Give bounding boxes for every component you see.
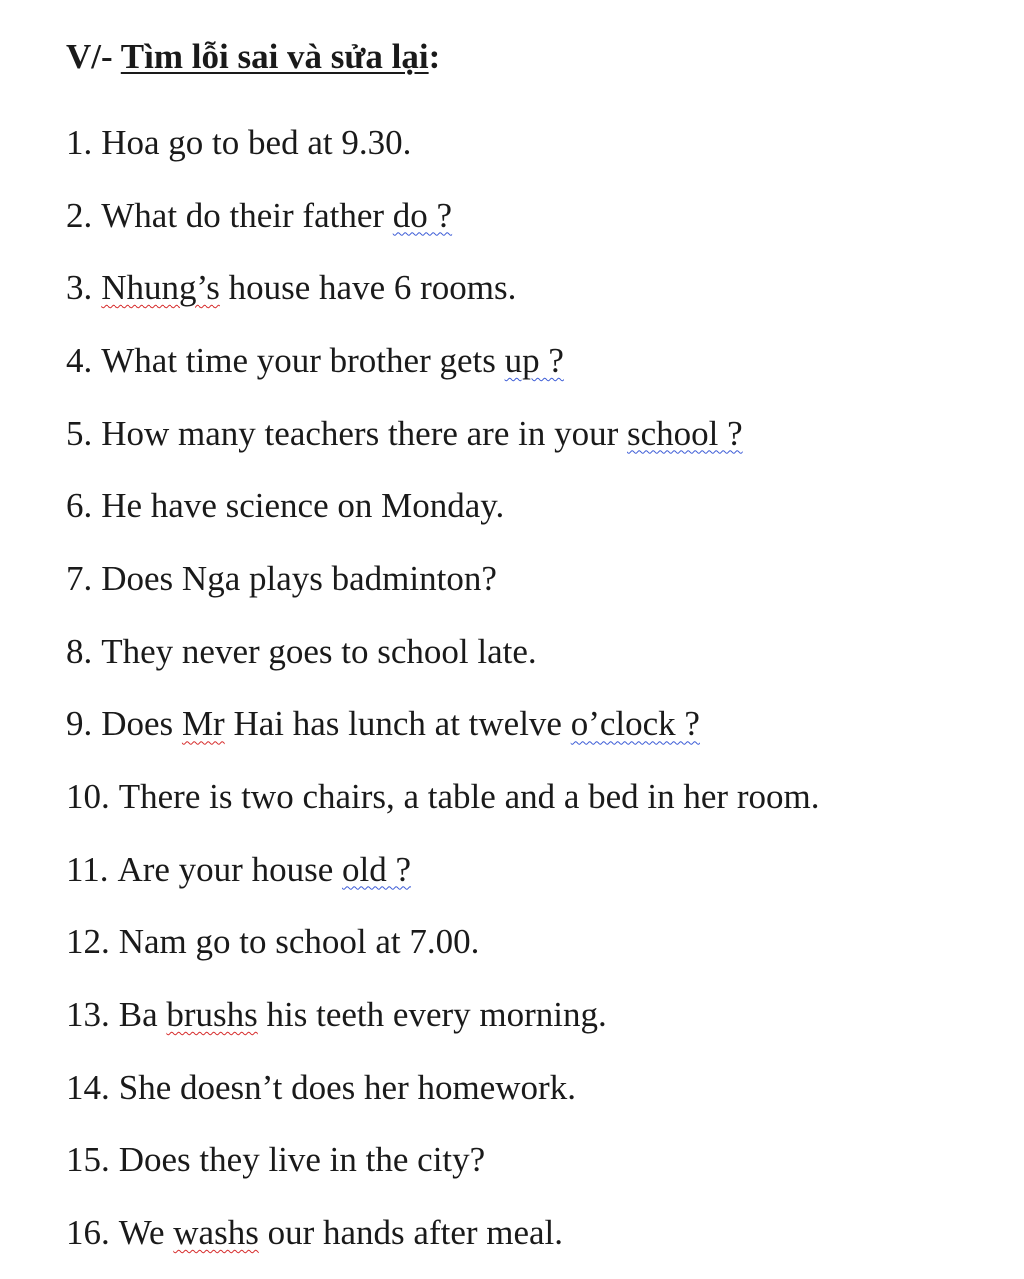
grammar-check-underline: up ? <box>504 340 564 380</box>
sentence-text: How many teachers there are in your <box>101 413 628 453</box>
sentence-text: They never goes to school late. <box>101 631 537 671</box>
exercise-item <box>66 324 819 397</box>
exercise-item <box>66 978 819 1051</box>
item-number: 12. <box>66 922 110 962</box>
grammar-check-underline: old ? <box>341 849 411 889</box>
sentence-text: He have science on Monday. <box>101 486 505 526</box>
sentence-text: our hands after meal. <box>258 1213 564 1253</box>
item-number: 8. <box>66 631 93 671</box>
sentence-text: house have 6 rooms. <box>219 268 517 308</box>
sentence-text: Does <box>101 704 182 744</box>
item-sentence <box>101 704 700 744</box>
item-sentence <box>118 777 820 817</box>
grammar-check-underline: school ? <box>627 413 743 453</box>
heading-prefix: V/- <box>66 37 121 76</box>
heading-suffix: : <box>428 37 441 76</box>
spelling-check-underline: washs <box>173 1213 259 1253</box>
item-sentence <box>118 995 607 1035</box>
exercise-item <box>66 542 819 615</box>
item-sentence <box>101 195 453 235</box>
item-number: 16. <box>66 1213 110 1253</box>
item-number: 6. <box>66 486 93 526</box>
grammar-check-underline: do ? <box>392 195 453 235</box>
item-sentence <box>118 1067 576 1107</box>
exercise-item <box>66 688 819 761</box>
item-sentence <box>101 268 517 308</box>
item-number: 1. <box>66 122 93 162</box>
item-number: 4. <box>66 340 93 380</box>
sentence-text: Are your house <box>117 849 342 889</box>
exercise-heading <box>66 36 440 78</box>
item-number: 5. <box>66 413 93 453</box>
heading-title: Tìm lỗi sai và sửa lại <box>120 37 429 76</box>
item-sentence <box>101 486 505 526</box>
sentence-text: his teeth every morning. <box>257 995 607 1035</box>
exercise-item <box>66 1051 819 1124</box>
spelling-check-underline: Nhung’s <box>101 268 220 308</box>
item-number: 2. <box>66 195 93 235</box>
item-number: 3. <box>66 268 93 308</box>
exercise-item <box>66 760 819 833</box>
item-number: 7. <box>66 558 93 598</box>
exercise-list <box>66 106 819 1269</box>
item-number: 11. <box>66 849 109 889</box>
grammar-check-underline: o’clock ? <box>570 704 700 744</box>
item-number: 15. <box>66 1140 110 1180</box>
item-sentence <box>118 1213 564 1253</box>
exercise-item <box>66 397 819 470</box>
exercise-item <box>66 1124 819 1197</box>
item-sentence <box>101 558 497 598</box>
item-sentence <box>118 922 480 962</box>
sentence-text: Nam go to school at 7.00. <box>118 922 480 962</box>
sentence-text: She doesn’t does her homework. <box>118 1067 576 1107</box>
sentence-text: Does Nga plays badminton? <box>101 558 497 598</box>
item-number: 14. <box>66 1067 110 1107</box>
item-number: 13. <box>66 995 110 1035</box>
item-sentence <box>117 849 411 889</box>
sentence-text: There is two chairs, a table and a bed in her room. <box>118 777 820 817</box>
exercise-item <box>66 251 819 324</box>
sentence-text: Hoa go to bed at 9.30. <box>101 122 412 162</box>
sentence-text: Ba <box>118 995 167 1035</box>
item-number: 9. <box>66 704 93 744</box>
sentence-text: What do their father <box>101 195 393 235</box>
exercise-item <box>66 906 819 979</box>
sentence-text: Hai has lunch at twelve <box>224 704 571 744</box>
sentence-text: What time your brother gets <box>101 340 505 380</box>
sentence-text: Does they live in the city? <box>118 1140 486 1180</box>
exercise-item <box>66 615 819 688</box>
item-sentence <box>101 122 412 162</box>
spelling-check-underline: brushs <box>166 995 258 1035</box>
item-sentence <box>101 340 564 380</box>
sentence-text: We <box>118 1213 174 1253</box>
item-sentence <box>118 1140 486 1180</box>
spelling-check-underline: Mr <box>181 704 225 744</box>
exercise-item <box>66 833 819 906</box>
item-sentence <box>101 413 743 453</box>
item-number: 10. <box>66 777 110 817</box>
exercise-item <box>66 106 819 179</box>
item-sentence <box>101 631 537 671</box>
exercise-item <box>66 469 819 542</box>
exercise-item <box>66 179 819 252</box>
exercise-item <box>66 1196 819 1269</box>
